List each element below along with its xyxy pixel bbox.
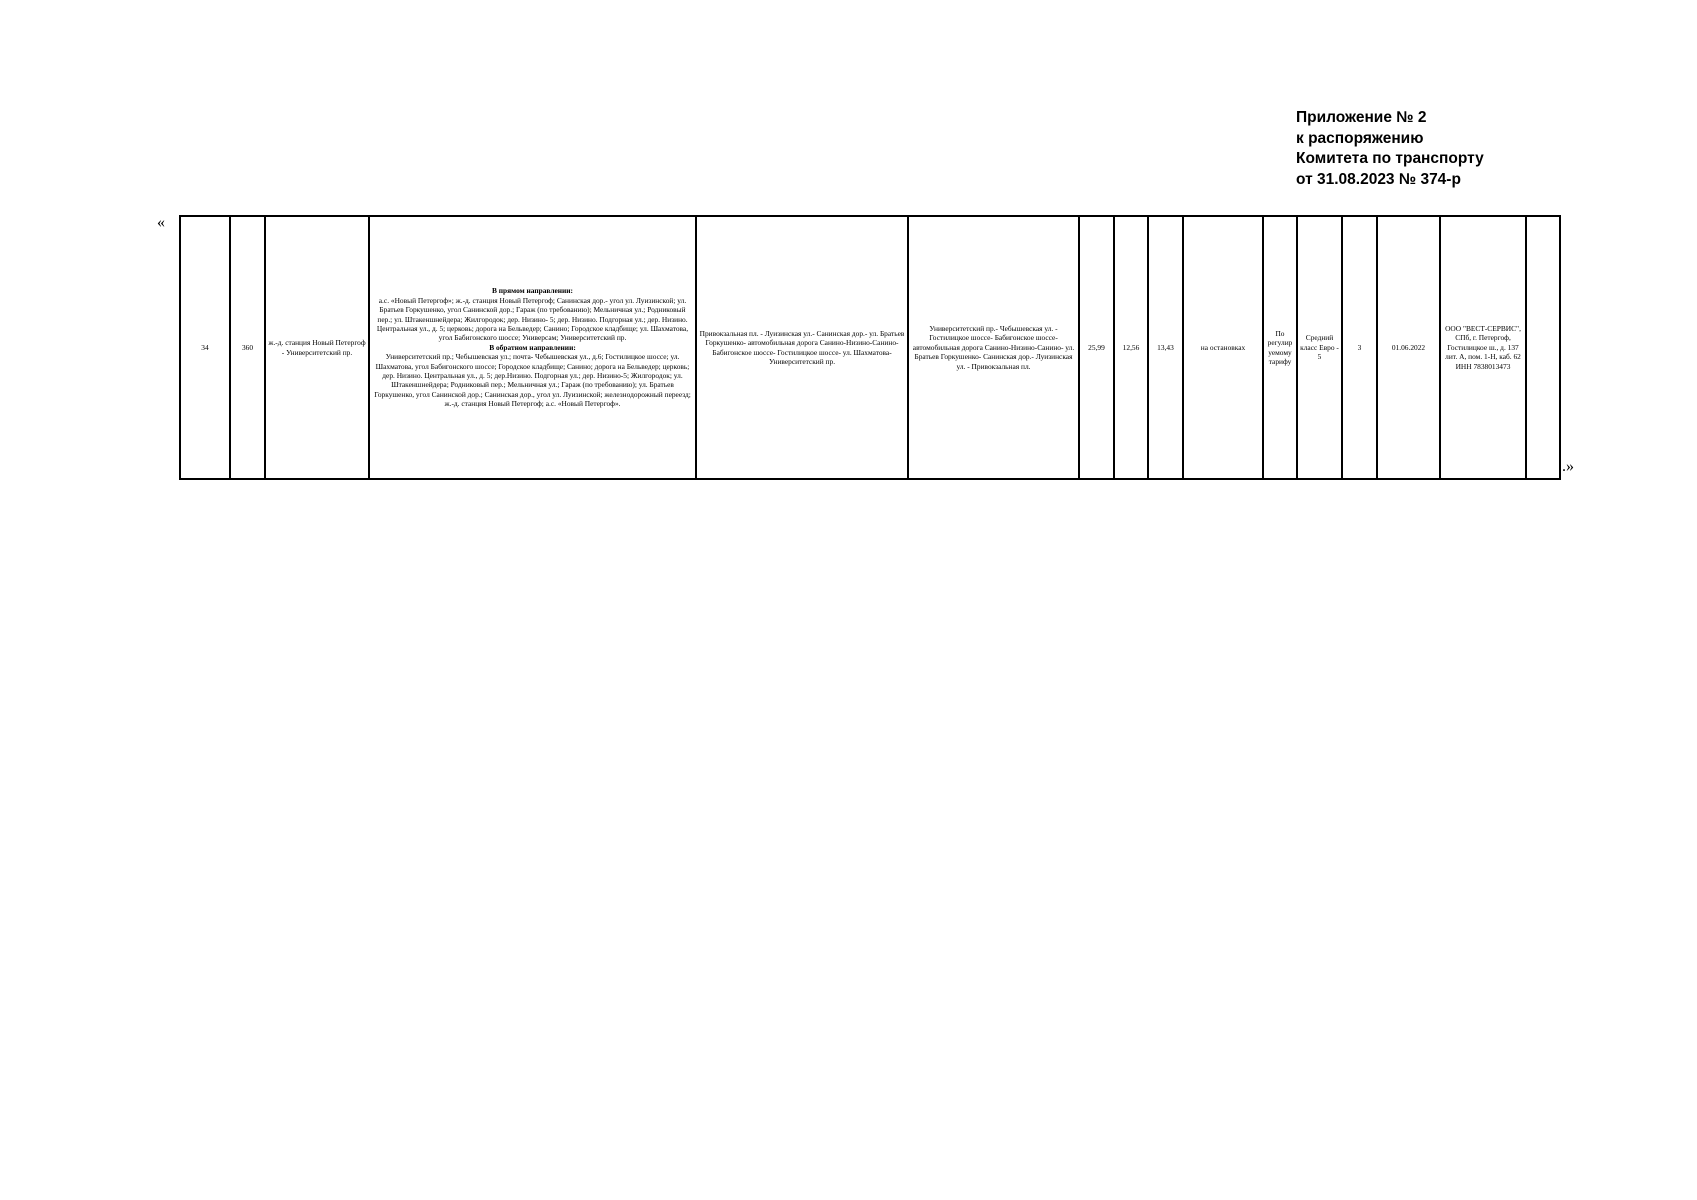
appendix-title: Приложение № 2	[1296, 109, 1427, 126]
closing-quote: .»	[1562, 458, 1574, 475]
cell-stop-mode: на остановках	[1183, 216, 1263, 479]
cell-streets-forward: Привокзальная пл. - Луизинская ул.- Санинская дор.- ул. Братьев Горкушенко- автомобильная дорога Санино-Низино-Санино- Бабигонское шоссе- Гостилицкое шоссе- ул. Шахматова- Университетский пр.	[696, 216, 908, 479]
cell-empty	[1526, 216, 1560, 479]
routes-table	[179, 215, 1561, 480]
cell-streets-backward: Университетский пр.- Чебышевская ул. - Гостилицкое шоссе- Бабигонское шоссе- автомобильная дорога Санино-Низино-Санино- ул. Братьев Горкушенко- Санинская дор.- Луизинская ул. - Привокзальная пл.	[908, 216, 1079, 479]
cell-length-forward: 12,56	[1114, 216, 1148, 479]
cell-tariff: По регулируемому тарифу	[1263, 216, 1297, 479]
cell-length-total: 25,99	[1079, 216, 1114, 479]
cell-route-name: ж.-д. станция Новый Петергоф - Университетский пр.	[265, 216, 369, 479]
backward-stops-text: Университетский пр.; Чебышевская ул.; почта- Чебышевская ул., д.6; Гостилицкое шоссе; ул. Шахматова, угол Бабигонского шоссе; Городское кладбище; Санино; дорога на Бельведер; церковь; дер. Низино. Центральная ул., д. 5; дер.Низино. Подгорная ул.; дер. Низино-5; Жилгородок; ул. Штакеншнейдера; Родниковый пер.; Мельничная ул.; Гараж (по требованию); ул. Братьев Горкушенко, угол Санинской дор.; Санинская дор., угол ул. Луизинской; железнодорожный переезд; ж.-д. станция Новый Петергоф; а.с. «Новый Петергоф».	[374, 352, 691, 409]
appendix-header	[1296, 108, 1484, 190]
cell-carrier: ООО "ВЕСТ-СЕРВИС", СПб, г. Петергоф, Гостилицкое ш., д. 137 лит. А, пом. 1-Н, каб. 62 ИНН 7838013473	[1440, 216, 1526, 479]
forward-direction-title: В прямом направлении:	[492, 286, 573, 296]
appendix-line-committee: Комитета по транспорту	[1296, 150, 1484, 167]
cell-start-date: 01.06.2022	[1377, 216, 1440, 479]
forward-stops-text: а.с. «Новый Петергоф»; ж.-д. станция Новый Петергоф; Санинская дор.- угол ул. Луизинской; ул. Братьев Горкушенко, угол Санинской дор.; Гараж (по требованию); Мельничная ул.; Родниковый пер.; ул. Штакеншнейдера; Жилгородок; дер. Низино- 5; дер. Низино. Подгорная ул.; дер. Низино. Центральная ул., д. 5; церковь; дорога на Бельведер; Санино; Городское кладбище; ул. Шахматова, угол Бабигонского шоссе; Универсам; Университетский пр.	[376, 295, 689, 343]
cell-row-number: 34	[180, 216, 230, 479]
cell-vehicle-count: 3	[1342, 216, 1377, 479]
cell-length-backward: 13,43	[1148, 216, 1183, 479]
appendix-line-date: от 31.08.2023 № 374-р	[1296, 170, 1461, 188]
table-row	[180, 216, 1560, 479]
backward-direction-title: В обратном направлении:	[489, 342, 576, 352]
opening-quote: «	[157, 214, 165, 231]
cell-stops-list	[369, 216, 696, 479]
cell-vehicle-class: Средний класс Евро - 5	[1297, 216, 1342, 479]
cell-route-number: 360	[230, 216, 265, 479]
appendix-line-order: к распоряжению	[1296, 129, 1424, 147]
